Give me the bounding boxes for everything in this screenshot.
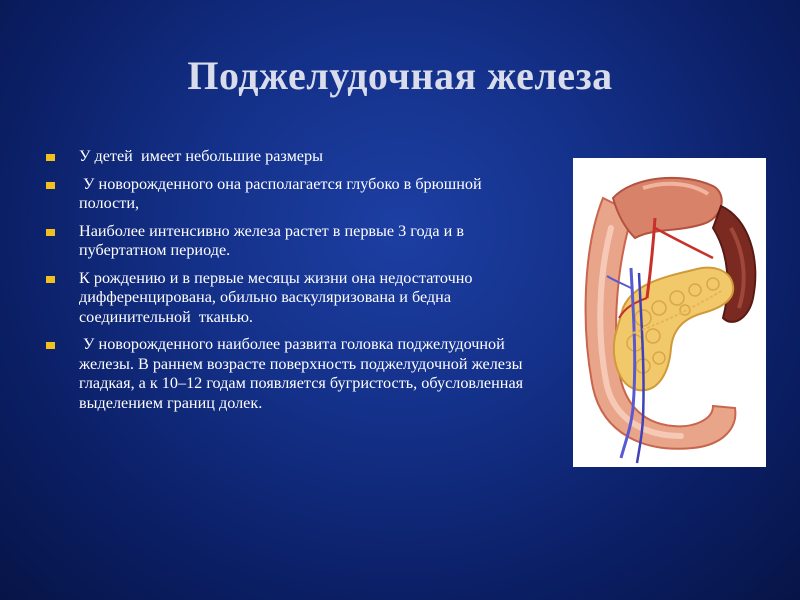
bullet-text: Наиболее интенсивно железа растет в первые 3 года и в пубертатном периоде. bbox=[79, 221, 469, 259]
bullet-item bbox=[46, 175, 536, 214]
bullet-square-icon bbox=[46, 229, 55, 236]
bullet-item bbox=[46, 335, 536, 413]
bullet-list bbox=[46, 147, 536, 421]
bullet-square-icon bbox=[46, 154, 55, 161]
pancreas-figure bbox=[573, 158, 766, 467]
pancreas-illustration-icon bbox=[573, 158, 766, 467]
bullet-item bbox=[46, 222, 536, 261]
bullet-text: К рождению и в первые месяцы жизни она недостаточно дифференцирована, обильно васкуляризована и бедна соединительной тканью. bbox=[79, 268, 477, 326]
bullet-text: У детей имеет небольшие размеры bbox=[79, 147, 323, 165]
slide-title: Поджелудочная железа bbox=[187, 53, 613, 98]
bullet-item bbox=[46, 269, 536, 328]
bullet-item bbox=[46, 147, 536, 167]
bullet-text: У новорожденного она располагается глубоко в брюшной полости, bbox=[79, 174, 486, 212]
bullet-square-icon bbox=[46, 276, 55, 283]
bullet-text: У новорожденного наиболее развита головка поджелудочной железы. В раннем возрасте поверхность поджелудочной железы гладкая, а к 10–12 годам появляется бугристость, обусловленная выделением границ долек. bbox=[79, 335, 528, 412]
bullet-square-icon bbox=[46, 342, 55, 349]
bullet-square-icon bbox=[46, 182, 55, 189]
